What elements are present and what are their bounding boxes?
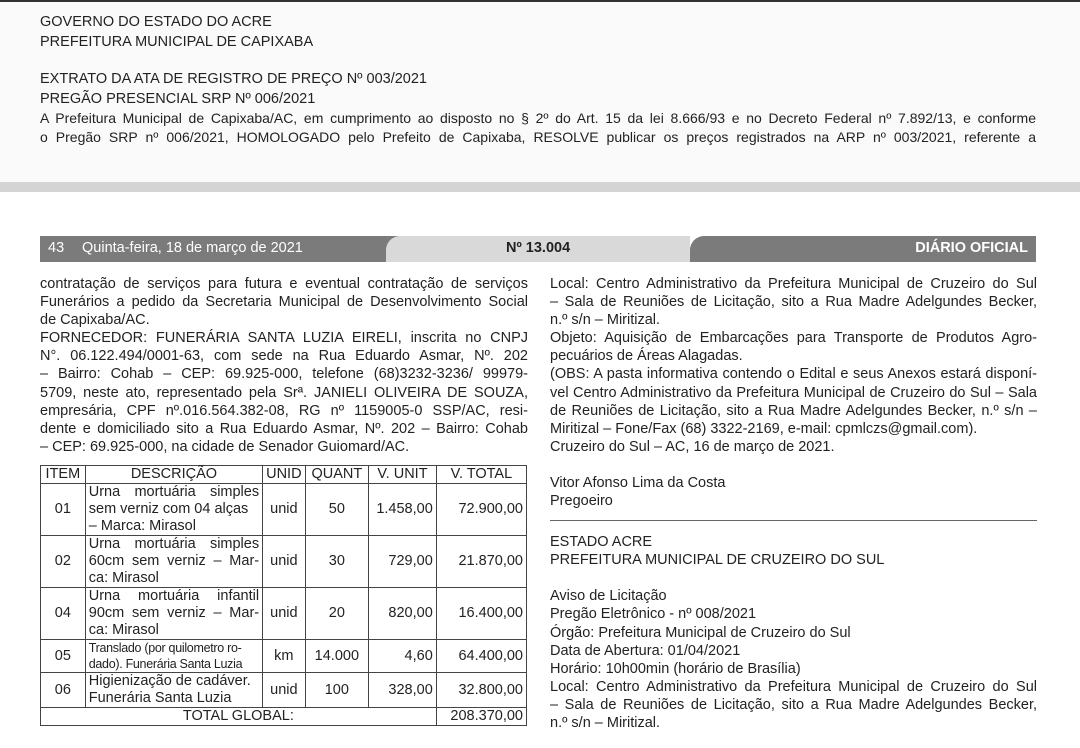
quantity-cell: 100 [305,673,369,708]
body-line: FORNECEDOR: FUNERÁRIA SANTA LUZIA EIRELI, inscrita no CNPJ [40,330,528,347]
body-line: Horário: 10h00min (horário de Brasília) [550,660,801,677]
unit-cell: unid [263,673,305,708]
description-line: Translado (por quilometro ro- [88,641,242,655]
body-line: dente e domiciliado sito a Rua Eduardo Asmar, Nº. 202 – Bairro: Cohab [40,420,528,437]
description-line: – Marca: Mirasol [88,518,196,534]
description-cell [85,588,262,640]
body-line: Data de Abertura: 01/04/2021 [550,642,741,659]
description-line: Urna mortuária simples [88,484,260,500]
right-column [550,275,1037,732]
quantity-cell: 50 [305,484,369,536]
fragment-line: PREFEITURA MUNICIPAL DE CAPIXABA [40,34,314,50]
issue-number: Nº 13.004 [506,240,571,256]
description-line: 90cm sem verniz – Mar- [88,605,260,621]
body-line: – Sala de Reuniões de Licitação, sito a Rua Madre Adelgundes Becker, [550,696,1037,713]
total-price-cell: 32.800,00 [436,673,526,708]
description-cell [85,536,262,588]
description-cell [85,640,262,673]
spacer [550,456,1037,474]
total-value: 208.370,00 [436,708,526,726]
body-line: contratação de serviços para futura e eventual contratação de serviços [40,276,528,292]
header-right-segment [690,236,1036,262]
body-line: Miritizal – Fone/Fax (68) 3322-2169, e-mail: cpmlczs@gmail.com). [550,420,978,437]
description-line: Urna mortuária infantil [88,588,260,604]
body-line: Cruzeiro do Sul – AC, 16 de março de 2021. [550,438,835,455]
body-line: – Bairro: Cohab – CEP: 69.925-000, telefone (68)3232-3236/ 99979- [40,366,528,383]
table-total-row [41,708,527,726]
table-row [41,536,527,588]
column-header: V. TOTAL [436,466,526,484]
column-header: UNID [263,466,305,484]
body-line: de Capixaba/AC. [40,312,150,329]
item-cell: 04 [41,588,86,640]
total-price-cell: 21.870,00 [436,536,526,588]
body-line: empresária, CPF nº.016.564.382-08, RG nº 1159005-0 SSP/AC, resi- [40,402,528,419]
total-price-cell: 16.400,00 [436,588,526,640]
unit-cell: unid [263,536,305,588]
description-cell [85,484,262,536]
item-cell: 06 [41,673,86,708]
body-line: de Reuniões de Licitação, sito a Rua Madre Adelgundes Becker, n.º s/n – [550,402,1037,419]
body-line: Pregão Eletrônico - nº 008/2021 [550,606,757,623]
body-line: Local: Centro Administrativo da Prefeitura Municipal de Cruzeiro do Sul [550,276,1037,292]
unit-cell: unid [263,484,305,536]
page-number: 43 [48,240,65,256]
top-rule [0,0,1080,2]
description-line: ca: Mirasol [88,570,159,586]
table-header-row [41,466,527,484]
total-price-cell: 72.900,00 [436,484,526,536]
fragment-line: A Prefeitura Municipal de Capixaba/AC, em cumprimento ao disposto no § 2º do Art. 15 da lei 8.666/93 e no Decreto Federal nº 7.892/13, e conforme [40,110,1036,126]
page-gap [0,192,1080,237]
section-divider [550,520,1037,521]
body-line: N°. 06.122.494/0001-63, com sede na Rua Eduardo Asmar, Nº. 202 [40,348,528,365]
description-line: Urna mortuária simples [88,536,260,552]
column-header: DESCRIÇÃO [85,466,262,484]
body-line: vel Centro Administrativo da Prefeitura Municipal de Cruzeiro do Sul – Sala [550,384,1037,401]
fragment-line: GOVERNO DO ESTADO DO ACRE [40,14,272,30]
body-line: Funerários a pedido da Secretaria Municipal de Desenvolvimento Social [40,294,528,311]
unit-price-cell: 328,00 [369,673,437,708]
left-column [40,275,528,456]
column-header: QUANT [305,466,369,484]
body-line: Objeto: Aquisição de Embarcações para Transporte de Produtos Agro- [550,330,1037,347]
section-state: ESTADO ACRE [550,534,653,551]
body-line: n.º s/n – Miritizal. [550,714,661,731]
body-line: – CEP: 69.925-000, na cidade de Senador Guiomard/AC. [40,438,410,455]
quantity-cell: 30 [305,536,369,588]
body-line: – Sala de Reuniões de Licitação, sito a Rua Madre Adelgundes Becker, [550,294,1037,311]
body-line: n.º s/n – Miritizal. [550,312,661,329]
header-left-segment [40,236,400,262]
item-cell: 01 [41,484,86,536]
notice-title: Aviso de Licitação [550,588,667,605]
body-line: Órgão: Prefeitura Municipal de Cruzeiro do Sul [550,624,851,641]
previous-page-fragment [0,0,1080,190]
body-line: (OBS: A pasta informativa contendo o Edital e seus Anexos estará disponí- [550,366,1037,383]
description-line: ca: Mirasol [88,622,159,638]
unit-price-cell: 4,60 [369,640,437,673]
unit-cell: unid [263,588,305,640]
column-header: V. UNIT [369,466,437,484]
fragment-line: o Pregão SRP nº 006/2021, HOMOLOGADO pelo Prefeito de Capixaba, RESOLVE publicar os preços registrados na ARP nº 003/2021, referente a [40,129,1036,145]
quantity-cell: 20 [305,588,369,640]
quantity-cell: 14.000 [305,640,369,673]
unit-cell: km [263,640,305,673]
total-label: TOTAL GLOBAL: [41,708,437,726]
unit-price-cell: 729,00 [369,536,437,588]
table-row [41,673,527,708]
column-header: ITEM [41,466,86,484]
description-line: dado). Funerária Santa Luzia [88,657,243,671]
body-line: pecuários de Áreas Alagadas. [550,348,743,365]
page-separator [0,182,1080,192]
table-row [41,640,527,673]
spacer [550,569,1037,587]
fragment-line: EXTRATO DA ATA DE REGISTRO DE PREÇO Nº 003/2021 [40,71,427,87]
item-cell: 02 [41,536,86,588]
unit-price-cell: 820,00 [369,588,437,640]
item-cell: 05 [41,640,86,673]
publication-title: DIÁRIO OFICIAL [915,240,1028,256]
unit-price-cell: 1.458,00 [369,484,437,536]
description-line: Higienização de cadáver. [88,673,251,689]
description-line: sem verniz com 04 alças [88,501,249,517]
description-line: Funerária Santa Luzia [88,690,232,706]
signer-name: Vitor Afonso Lima da Costa [550,474,726,491]
signer-role: Pregoeiro [550,493,613,510]
section-prefeitura: PREFEITURA MUNICIPAL DE CRUZEIRO DO SUL [550,552,885,569]
table-row [41,484,527,536]
fragment-line: PREGÃO PRESENCIAL SRP Nº 006/2021 [40,91,316,107]
price-table [40,465,527,726]
page-header-bar [40,236,1036,262]
description-cell [85,673,262,708]
table-row [41,588,527,640]
body-line: 5709, neste ato, representado pela Srª. JANIELI OLIVEIRA DE SOUZA, [40,384,528,401]
total-price-cell: 64.400,00 [436,640,526,673]
description-line: 60cm sem verniz – Mar- [88,553,260,569]
body-line: Local: Centro Administrativo da Prefeitura Municipal de Cruzeiro do Sul [550,678,1037,695]
issue-date: Quinta-feira, 18 de março de 2021 [82,240,303,256]
